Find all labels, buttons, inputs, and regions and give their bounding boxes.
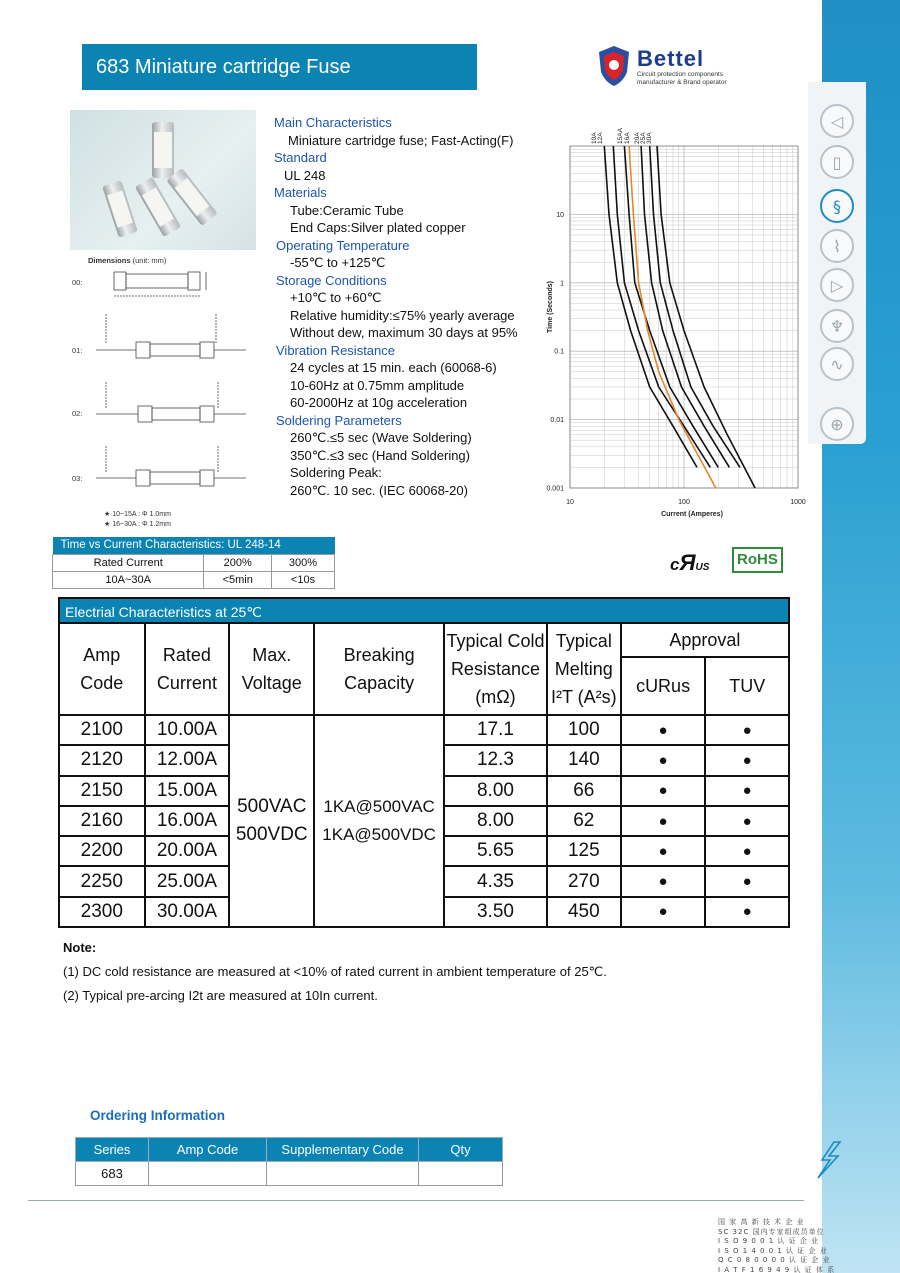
electrical-table [58, 622, 790, 928]
amp-code-cell: 2300 [59, 897, 145, 927]
melting-cell: 140 [547, 745, 621, 775]
note-item: (2) Typical pre-arcing I2t are measured at 10In current. [63, 988, 378, 1003]
product-photo [70, 110, 256, 250]
series-label: 15AA [617, 128, 624, 144]
certification-marks [670, 546, 785, 574]
curus-approval-cell: ● [621, 866, 706, 896]
resistance-cell: 5.65 [444, 836, 547, 866]
characteristic-value: Tube:Ceramic Tube [290, 202, 404, 218]
tvc-cell: <10s [272, 572, 335, 589]
header-amp-code: Amp Code [59, 623, 145, 715]
ordering-cell [419, 1162, 503, 1186]
melting-cell: 270 [547, 866, 621, 896]
series-line [650, 146, 740, 467]
wire-note: ★ 16~30A : Φ 1.2mm [104, 521, 171, 528]
ordering-cell [149, 1162, 267, 1186]
resistance-cell: 12.3 [444, 745, 547, 775]
melting-cell: 450 [547, 897, 621, 927]
ordering-header: Amp Code [149, 1138, 267, 1162]
time-current-chart [540, 108, 810, 523]
curus-approval-cell: ● [621, 836, 706, 866]
header-curus: cURus [621, 657, 706, 715]
drawing-label: 01: [72, 346, 83, 355]
drawing-label: 02: [72, 409, 83, 418]
rated-current-cell: 30.00A [145, 897, 230, 927]
tvc-caption: Time vs Current Characteristics: UL 248-14 [53, 537, 335, 555]
y-axis-label: Time (Seconds) [547, 281, 554, 333]
ordering-table [75, 1137, 503, 1186]
header-cold-resistance: Typical Cold Resistance (mΩ) [444, 623, 547, 715]
amp-code-cell: 2100 [59, 715, 145, 745]
series-label: 16A [624, 132, 631, 144]
y-tick-label: 10 [556, 211, 564, 219]
footer-certifications [718, 1218, 835, 1273]
shield-logo-icon [597, 44, 631, 88]
tvc-header: Rated Current [53, 555, 204, 572]
header-tuv: TUV [705, 657, 789, 715]
amp-code-cell: 2150 [59, 776, 145, 806]
tuv-approval-cell: ● [705, 745, 789, 775]
rated-current-cell: 15.00A [145, 776, 230, 806]
tuv-approval-cell: ● [705, 715, 789, 745]
voltage-cell: 500VAC 500VDC [229, 715, 314, 927]
characteristic-value: End Caps:Silver plated copper [290, 220, 466, 235]
resistance-cell: 3.50 [444, 897, 547, 927]
characteristic-value: 350℃.≤3 sec (Hand Soldering) [290, 447, 470, 463]
y-tick-label: 0.001 [546, 485, 564, 493]
note-item: (1) DC cold resistance are measured at <10% of rated current in ambient temperature of 25℃. [63, 964, 607, 979]
amp-code-cell: 2160 [59, 806, 145, 836]
plug-icon[interactable]: ▷ [820, 268, 854, 302]
rated-current-cell: 20.00A [145, 836, 230, 866]
characteristic-value: +10℃ to +60℃ [290, 290, 382, 305]
dimension-drawings [66, 254, 264, 532]
characteristic-heading: Main Characteristics [274, 115, 392, 130]
characteristic-value: 60-2000Hz at 10g acceleration [290, 395, 468, 410]
series-line [604, 146, 697, 467]
wire-note: ★ 10~15A : Φ 1.0mm [104, 511, 171, 518]
rated-current-cell: 10.00A [145, 715, 230, 745]
tvc-cell: 10A~30A [53, 572, 204, 589]
characteristic-heading: Standard [274, 150, 327, 165]
characteristic-value: Soldering Peak: [290, 465, 382, 480]
characteristic-value: Without dew, maximum 30 days at 95% [290, 325, 518, 340]
ordering-cell: 683 [76, 1162, 149, 1186]
header-melting-i2t: Typical Melting I²T (A²s) [547, 623, 621, 715]
brand-tagline: Circuit protection components manufacturer & Brand operator [637, 71, 727, 86]
drawing-label: 03: [72, 474, 83, 483]
ordering-cell [267, 1162, 419, 1186]
resistance-cell: 17.1 [444, 715, 547, 745]
curus-approval-cell: ● [621, 745, 706, 775]
ordering-header: Qty [419, 1138, 503, 1162]
series-label: 10A [591, 132, 598, 144]
melting-cell: 100 [547, 715, 621, 745]
dimension-diagram [66, 254, 264, 532]
x-tick-label: 100 [678, 499, 690, 506]
characteristics-list [274, 114, 544, 499]
page-title: 683 Miniature cartridge Fuse [82, 44, 477, 90]
x-tick-label: 10 [566, 499, 574, 506]
ordering-header: Series [76, 1138, 149, 1162]
time-vs-current-table [52, 537, 335, 589]
notes [63, 936, 607, 1008]
characteristic-heading: Operating Temperature [276, 237, 410, 253]
melting-cell: 125 [547, 836, 621, 866]
resistance-cell: 8.00 [444, 806, 547, 836]
tuv-approval-cell: ● [705, 866, 789, 896]
amp-code-cell: 2250 [59, 866, 145, 896]
certification-line: SC 32C 国内专家组成员单位 [718, 1227, 825, 1236]
ul-logo: cЯUS [670, 550, 710, 575]
thermal-icon[interactable]: ⌇ [820, 229, 854, 263]
melting-cell: 62 [547, 806, 621, 836]
wave-icon[interactable]: ∿ [820, 347, 854, 381]
certification-line: I S O 1 4 0 0 1 认 证 企 业 [718, 1246, 828, 1255]
x-tick-label: 1000 [790, 499, 806, 506]
electrical-caption: Electrial Characteristics at 25℃ [58, 597, 790, 623]
series-label: 12A [597, 132, 604, 144]
amp-code-cell: 2120 [59, 745, 145, 775]
resistance-cell: 8.00 [444, 776, 547, 806]
ordering-header: Supplementary Code [267, 1138, 419, 1162]
characteristic-heading: Storage Conditions [276, 272, 387, 288]
table-row [59, 715, 789, 745]
curus-approval-cell: ● [621, 715, 706, 745]
characteristic-value: -55℃ to +125℃ [290, 255, 386, 270]
lightning-icon [812, 1140, 844, 1180]
certification-line: I S O 9 0 0 1 认 证 企 业 [718, 1237, 820, 1246]
brand-name: Bettel [637, 46, 705, 71]
drawing-label: 00: [72, 278, 83, 287]
rated-current-cell: 25.00A [145, 866, 230, 896]
characteristic-value: 10-60Hz at 0.75mm amplitude [290, 377, 465, 393]
globe-icon[interactable]: ⊕ [820, 407, 854, 441]
characteristic-value: 260℃.≤5 sec (Wave Soldering) [290, 430, 472, 445]
characteristic-heading: Soldering Parameters [276, 412, 402, 428]
tvc-cell: <5min [204, 572, 272, 589]
tuv-approval-cell: ● [705, 897, 789, 927]
rohs-badge: RoHS [732, 547, 783, 573]
spiral-fuse-icon[interactable]: § [820, 189, 854, 223]
melting-cell: 66 [547, 776, 621, 806]
curus-approval-cell: ● [621, 897, 706, 927]
breaking-capacity-cell: 1KA@500VAC 1KA@500VDC [314, 715, 444, 927]
curus-approval-cell: ● [621, 806, 706, 836]
notes-heading: Note: [63, 940, 97, 955]
y-tick-label: 1 [560, 280, 564, 288]
book-icon[interactable]: ▯ [820, 145, 854, 179]
header-breaking-capacity: Breaking Capacity [314, 623, 444, 715]
characteristic-value: 260℃. 10 sec. (IEC 60068-20) [290, 482, 468, 498]
amp-code-cell: 2200 [59, 836, 145, 866]
brand-logo [597, 44, 757, 90]
series-line [629, 146, 716, 488]
tuv-approval-cell: ● [705, 836, 789, 866]
y-tick-label: 0.1 [554, 348, 564, 356]
y-tick-label: 0.01 [550, 417, 564, 425]
tuv-approval-cell: ● [705, 806, 789, 836]
series-label: 25A [640, 132, 647, 144]
rated-current-cell: 16.00A [145, 806, 230, 836]
resistance-cell: 4.35 [444, 866, 547, 896]
characteristic-heading: Vibration Resistance [276, 342, 395, 358]
characteristic-value: UL 248 [284, 167, 326, 183]
ordering-title: Ordering Information [90, 1108, 225, 1123]
characteristic-value: 24 cycles at 15 min. each (60068-6) [290, 360, 497, 375]
tvc-header: 300% [272, 555, 335, 572]
series-line [641, 146, 729, 467]
x-axis-label: Current (Amperes) [661, 511, 723, 518]
sprout-icon[interactable]: ♆ [820, 309, 854, 343]
characteristic-value: Miniature cartridge fuse; Fast-Acting(F) [288, 132, 514, 148]
header-approval: Approval [621, 623, 789, 657]
series-label: 30A [646, 132, 653, 144]
fuse-triangle-icon[interactable]: ◁ [820, 104, 854, 138]
series-label: 20A [634, 132, 641, 144]
certification-line: 国 家 高 新 技 术 企 业 [718, 1218, 805, 1226]
certification-line: I A T F 1 6 9 4 9 认 证 体 系 [718, 1265, 836, 1273]
certification-line: Q C 0 8 0 0 0 0 认 证 企 业 [718, 1256, 831, 1265]
characteristic-value: Relative humidity:≤75% yearly average [290, 307, 515, 323]
curus-approval-cell: ● [621, 776, 706, 806]
header-rated-current: Rated Current [145, 623, 230, 715]
header-max-voltage: Max. Voltage [229, 623, 314, 715]
footer-divider [28, 1200, 804, 1201]
tuv-approval-cell: ● [705, 776, 789, 806]
characteristic-heading: Materials [274, 185, 327, 200]
dimensions-title: Dimensions (unit: mm) [88, 256, 167, 265]
tvc-header: 200% [204, 555, 272, 572]
rated-current-cell: 12.00A [145, 745, 230, 775]
series-line [657, 146, 755, 488]
